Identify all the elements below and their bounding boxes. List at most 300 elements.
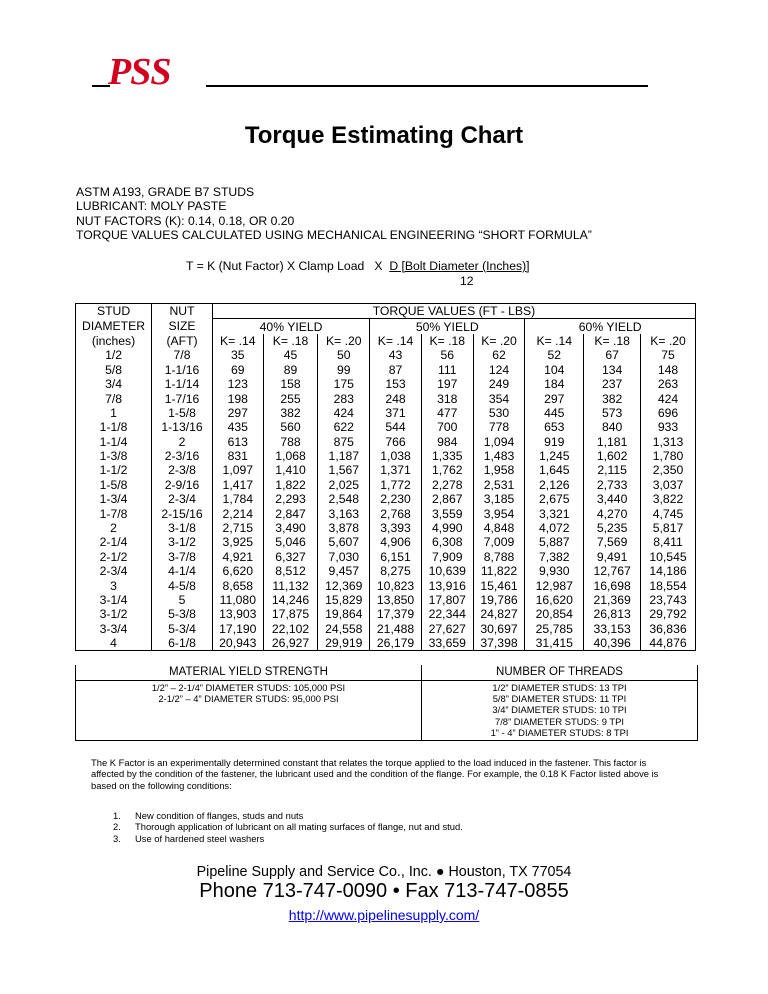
table-row: [76, 377, 696, 391]
torque-value-cell: 696: [641, 406, 696, 420]
torque-value-cell: 29,792: [641, 607, 696, 621]
torque-value-cell: 17,379: [370, 607, 422, 621]
nut-header: NUT: [152, 304, 213, 319]
logo-rule-right: [206, 85, 648, 87]
stud-diameter-cell: 1-3/8: [76, 449, 152, 463]
k-header: K= .18: [584, 334, 641, 348]
torque-value-cell: 3,163: [318, 506, 370, 520]
torque-value-cell: 1,483: [473, 449, 525, 463]
torque-header: TORQUE VALUES (FT - LBS): [212, 304, 695, 319]
torque-value-cell: 36,836: [641, 622, 696, 636]
torque-value-cell: 25,785: [525, 622, 584, 636]
formula-numerator: D [Bolt Diameter (Inches)]: [389, 259, 530, 273]
stud-diameter-cell: 2-1/4: [76, 535, 152, 549]
torque-value-cell: 1,958: [473, 463, 525, 477]
torque-value-cell: 919: [525, 435, 584, 449]
torque-value-cell: 44,876: [641, 636, 696, 651]
torque-value-cell: 354: [473, 391, 525, 405]
torque-value-cell: 45: [263, 348, 318, 362]
torque-value-cell: 445: [525, 406, 584, 420]
torque-value-cell: 248: [370, 391, 422, 405]
threads-line: 1/2” DIAMETER STUDS: 13 TPI: [492, 682, 627, 693]
torque-value-cell: 3,440: [584, 492, 641, 506]
yield-group-header: 50% YIELD: [370, 319, 525, 334]
torque-value-cell: 15,461: [473, 578, 525, 592]
torque-value-cell: 2,715: [212, 521, 263, 535]
spec-line: TORQUE VALUES CALCULATED USING MECHANICAL ENGINEERING “SHORT FORMULA”: [76, 227, 592, 242]
k-header: K= .20: [641, 334, 696, 348]
torque-value-cell: 69: [212, 363, 263, 377]
torque-value-cell: 544: [370, 420, 422, 434]
torque-value-cell: 17,875: [263, 607, 318, 621]
torque-value-cell: 4,906: [370, 535, 422, 549]
torque-value-cell: 6,151: [370, 550, 422, 564]
torque-value-cell: 435: [212, 420, 263, 434]
torque-value-cell: 20,943: [212, 636, 263, 651]
torque-value-cell: 43: [370, 348, 422, 362]
torque-value-cell: 17,807: [421, 593, 473, 607]
torque-value-cell: 33,153: [584, 622, 641, 636]
torque-value-cell: 6,308: [421, 535, 473, 549]
torque-value-cell: 530: [473, 406, 525, 420]
torque-value-cell: 148: [641, 363, 696, 377]
stud-diameter-cell: 3-1/4: [76, 593, 152, 607]
torque-value-cell: 2,214: [212, 506, 263, 520]
torque-value-cell: 1,822: [263, 478, 318, 492]
spec-line: ASTM A193, GRADE B7 STUDS: [76, 185, 255, 199]
stud-header: STUD: [76, 304, 152, 319]
stud-diameter-cell: 1: [76, 406, 152, 420]
torque-value-cell: 37,398: [473, 636, 525, 651]
torque-value-cell: 11,822: [473, 564, 525, 578]
torque-table: [75, 303, 696, 651]
torque-value-cell: 2,025: [318, 478, 370, 492]
conditions-list: [113, 810, 463, 844]
table-row: [76, 435, 696, 449]
torque-value-cell: 13,916: [421, 578, 473, 592]
website-link[interactable]: http://www.pipelinesupply.com/: [288, 907, 480, 923]
nut-size-cell: 4-1/4: [152, 564, 213, 578]
nut-size-cell: 3-1/8: [152, 521, 213, 535]
k-header: K= .18: [263, 334, 318, 348]
threads-header: NUMBER OF THREADS: [496, 666, 623, 678]
torque-value-cell: 2,733: [584, 478, 641, 492]
yield-group-header: 40% YIELD: [212, 319, 369, 334]
torque-value-cell: 26,927: [263, 636, 318, 651]
torque-value-cell: 22,344: [421, 607, 473, 621]
torque-value-cell: 67: [584, 348, 641, 362]
torque-value-cell: 2,126: [525, 478, 584, 492]
stud-diameter-cell: 7/8: [76, 391, 152, 405]
torque-value-cell: 3,822: [641, 492, 696, 506]
stud-diameter-cell: 5/8: [76, 363, 152, 377]
stud-diameter-cell: 3/4: [76, 377, 152, 391]
torque-value-cell: 1,780: [641, 449, 696, 463]
table-row: [76, 463, 696, 477]
k-header: K= .20: [473, 334, 525, 348]
nut-size-cell: 3-1/2: [152, 535, 213, 549]
formula: [186, 259, 530, 273]
torque-value-cell: 653: [525, 420, 584, 434]
table-row: [76, 578, 696, 592]
torque-value-cell: 29,919: [318, 636, 370, 651]
nut-size-cell: 6-1/8: [152, 636, 213, 651]
nut-size-cell: 1-13/16: [152, 420, 213, 434]
torque-value-cell: 8,275: [370, 564, 422, 578]
spec-line: NUT FACTORS (K): 0.14, 0.18, OR 0.20: [76, 213, 295, 228]
threads-line: 3/4” DIAMETER STUDS: 10 TPI: [492, 704, 627, 716]
table-row: [76, 348, 696, 362]
nut-size-cell: 5: [152, 593, 213, 607]
torque-value-cell: 24,827: [473, 607, 525, 621]
torque-value-cell: 5,887: [525, 535, 584, 549]
torque-value-cell: 56: [421, 348, 473, 362]
torque-value-cell: 197: [421, 377, 473, 391]
torque-value-cell: 8,411: [641, 535, 696, 549]
table-row: [76, 492, 696, 506]
torque-value-cell: 1,038: [370, 449, 422, 463]
nut-size-cell: 3-7/8: [152, 550, 213, 564]
torque-value-cell: 16,698: [584, 578, 641, 592]
nut-size-cell: 2: [152, 435, 213, 449]
torque-value-cell: 12,987: [525, 578, 584, 592]
torque-value-cell: 3,559: [421, 506, 473, 520]
stud-diameter-cell: 2: [76, 521, 152, 535]
torque-value-cell: 52: [525, 348, 584, 362]
torque-value-cell: 984: [421, 435, 473, 449]
torque-value-cell: 2,278: [421, 478, 473, 492]
phone-fax-line: Phone 713-747-0090 • Fax 713-747-0855: [199, 880, 569, 902]
nut-size-cell: 5-3/4: [152, 622, 213, 636]
yield-group-header: 60% YIELD: [525, 319, 696, 334]
torque-value-cell: 1,410: [263, 463, 318, 477]
torque-value-cell: 1,094: [473, 435, 525, 449]
torque-value-cell: 4,921: [212, 550, 263, 564]
page-title: Torque Estimating Chart: [244, 122, 524, 149]
k-header: K= .14: [370, 334, 422, 348]
table-row: [76, 391, 696, 405]
torque-value-cell: 297: [212, 406, 263, 420]
torque-value-cell: 8,788: [473, 550, 525, 564]
torque-value-cell: 6,620: [212, 564, 263, 578]
torque-value-cell: 10,545: [641, 550, 696, 564]
torque-value-cell: 23,743: [641, 593, 696, 607]
torque-value-cell: 3,490: [263, 521, 318, 535]
torque-value-cell: 3,037: [641, 478, 696, 492]
torque-value-cell: 7,382: [525, 550, 584, 564]
torque-value-cell: 788: [263, 435, 318, 449]
torque-value-cell: 11,080: [212, 593, 263, 607]
torque-value-cell: 5,046: [263, 535, 318, 549]
torque-value-cell: 3,954: [473, 506, 525, 520]
torque-value-cell: 371: [370, 406, 422, 420]
torque-value-cell: 1,762: [421, 463, 473, 477]
nut-size-cell: 1-5/8: [152, 406, 213, 420]
formula-prefix: T = K (Nut Factor) X Clamp Load X: [186, 259, 390, 273]
threads-line: 7/8” DIAMETER STUDS: 9 TPI: [494, 715, 625, 727]
nut-size-cell: 2-3/16: [152, 449, 213, 463]
torque-value-cell: 19,786: [473, 593, 525, 607]
torque-value-cell: 14,186: [641, 564, 696, 578]
logo-text: PSS: [108, 51, 171, 93]
torque-value-cell: 1,772: [370, 478, 422, 492]
torque-value-cell: 9,491: [584, 550, 641, 564]
table-row: [76, 550, 696, 564]
torque-value-cell: 7,909: [421, 550, 473, 564]
torque-value-cell: 3,878: [318, 521, 370, 535]
torque-value-cell: 3,321: [525, 506, 584, 520]
torque-value-cell: 2,847: [263, 506, 318, 520]
material-yield-header: MATERIAL YIELD STRENGTH: [169, 666, 328, 678]
torque-value-cell: 3,393: [370, 521, 422, 535]
table-row: [76, 506, 696, 520]
k-header: K= .14: [212, 334, 263, 348]
torque-value-cell: 22,102: [263, 622, 318, 636]
threads-list: [422, 682, 697, 738]
torque-value-cell: 6,327: [263, 550, 318, 564]
torque-value-cell: 3,925: [212, 535, 263, 549]
nut-header: (AFT): [152, 334, 213, 348]
k-header: K= .18: [421, 334, 473, 348]
torque-value-cell: 2,531: [473, 478, 525, 492]
torque-value-cell: 3,185: [473, 492, 525, 506]
torque-value-cell: 1,245: [525, 449, 584, 463]
torque-value-cell: 1,187: [318, 449, 370, 463]
stud-diameter-cell: 1-1/4: [76, 435, 152, 449]
k-header: K= .14: [525, 334, 584, 348]
torque-value-cell: 99: [318, 363, 370, 377]
torque-value-cell: 123: [212, 377, 263, 391]
stud-diameter-cell: 1-5/8: [76, 478, 152, 492]
torque-value-cell: 26,179: [370, 636, 422, 651]
torque-value-cell: 16,620: [525, 593, 584, 607]
torque-value-cell: 477: [421, 406, 473, 420]
material-yield-list: [76, 682, 421, 704]
formula-denominator: 12: [460, 274, 474, 288]
torque-value-cell: 12,767: [584, 564, 641, 578]
torque-value-cell: 8,512: [263, 564, 318, 578]
torque-value-cell: 700: [421, 420, 473, 434]
torque-value-cell: 766: [370, 435, 422, 449]
torque-value-cell: 4,270: [584, 506, 641, 520]
torque-value-cell: 21,369: [584, 593, 641, 607]
torque-value-cell: 1,784: [212, 492, 263, 506]
nut-header: SIZE: [152, 319, 213, 334]
stud-diameter-cell: 1-3/4: [76, 492, 152, 506]
torque-value-cell: 17,190: [212, 622, 263, 636]
condition-item: 1. New condition of flanges, studs and nuts: [113, 810, 304, 821]
torque-value-cell: 50: [318, 348, 370, 362]
torque-value-cell: 4,745: [641, 506, 696, 520]
material-yield-line: 1/2” – 2-1/4” DIAMETER STUDS: 105,000 PSI: [151, 682, 346, 693]
table-row: [76, 607, 696, 621]
torque-value-cell: 1,181: [584, 435, 641, 449]
torque-value-cell: 933: [641, 420, 696, 434]
material-yield-line: 2-1/2” – 4” DIAMETER STUDS: 95,000 PSI: [158, 693, 339, 705]
table-row: [76, 622, 696, 636]
torque-value-cell: 1,068: [263, 449, 318, 463]
torque-value-cell: 263: [641, 377, 696, 391]
table-row: [76, 593, 696, 607]
k-factor-paragraph: The K Factor is an experimentally determined constant that relates the torque applied to the load induced in the fastener. This factor is affected by the condition of the fastener, the lubricant used and the condition of the flange. For example, the 0.18 K Factor listed above is based on the following conditions:: [91, 757, 659, 791]
torque-value-cell: 15,829: [318, 593, 370, 607]
stud-diameter-cell: 4: [76, 636, 152, 651]
torque-value-cell: 30,697: [473, 622, 525, 636]
torque-value-cell: 7,030: [318, 550, 370, 564]
torque-value-cell: 424: [641, 391, 696, 405]
torque-value-cell: 27,627: [421, 622, 473, 636]
torque-value-cell: 12,369: [318, 578, 370, 592]
torque-value-cell: 40,396: [584, 636, 641, 651]
torque-value-cell: 26,813: [584, 607, 641, 621]
table-row: [76, 406, 696, 420]
torque-value-cell: 184: [525, 377, 584, 391]
torque-value-cell: 11,132: [263, 578, 318, 592]
torque-value-cell: 573: [584, 406, 641, 420]
table-row: [76, 420, 696, 434]
torque-value-cell: 237: [584, 377, 641, 391]
torque-value-cell: 613: [212, 435, 263, 449]
torque-value-cell: 1,645: [525, 463, 584, 477]
torque-value-cell: 622: [318, 420, 370, 434]
torque-value-cell: 1,602: [584, 449, 641, 463]
table-row: [76, 535, 696, 549]
nut-size-cell: 5-3/8: [152, 607, 213, 621]
condition-item: 3. Use of hardened steel washers: [113, 832, 265, 844]
table-row: [76, 449, 696, 463]
torque-value-cell: 4,072: [525, 521, 584, 535]
torque-value-cell: 198: [212, 391, 263, 405]
torque-value-cell: 831: [212, 449, 263, 463]
stud-diameter-cell: 1-1/2: [76, 463, 152, 477]
torque-value-cell: 2,768: [370, 506, 422, 520]
pss-logo: [92, 52, 648, 92]
torque-value-cell: 1,097: [212, 463, 263, 477]
table-row: [76, 636, 696, 651]
torque-value-cell: 424: [318, 406, 370, 420]
torque-value-cell: 158: [263, 377, 318, 391]
torque-value-cell: 4,848: [473, 521, 525, 535]
torque-value-cell: 382: [263, 406, 318, 420]
torque-value-cell: 5,607: [318, 535, 370, 549]
torque-value-cell: 2,350: [641, 463, 696, 477]
torque-value-cell: 124: [473, 363, 525, 377]
torque-value-cell: 2,867: [421, 492, 473, 506]
torque-value-cell: 5,817: [641, 521, 696, 535]
nut-size-cell: 2-9/16: [152, 478, 213, 492]
condition-item: 2. Thorough application of lubricant on all mating surfaces of flange, nut and stud.: [113, 821, 463, 833]
company-line: Pipeline Supply and Service Co., Inc. ● Houston, TX 77054: [196, 864, 572, 880]
torque-value-cell: 62: [473, 348, 525, 362]
torque-value-cell: 111: [421, 363, 473, 377]
nut-size-cell: 1-1/14: [152, 377, 213, 391]
torque-value-cell: 134: [584, 363, 641, 377]
torque-value-cell: 104: [525, 363, 584, 377]
threads-line: 1” - 4” DIAMETER STUDS: 8 TPI: [490, 726, 629, 738]
stud-diameter-cell: 1/2: [76, 348, 152, 362]
torque-value-cell: 175: [318, 377, 370, 391]
nut-size-cell: 2-15/16: [152, 506, 213, 520]
torque-value-cell: 249: [473, 377, 525, 391]
torque-value-cell: 560: [263, 420, 318, 434]
torque-value-cell: 10,823: [370, 578, 422, 592]
torque-value-cell: 33,659: [421, 636, 473, 651]
stud-diameter-cell: 3-1/2: [76, 607, 152, 621]
torque-value-cell: 24,558: [318, 622, 370, 636]
torque-value-cell: 875: [318, 435, 370, 449]
torque-value-cell: 297: [525, 391, 584, 405]
torque-value-cell: 778: [473, 420, 525, 434]
torque-value-cell: 255: [263, 391, 318, 405]
nut-size-cell: 1-7/16: [152, 391, 213, 405]
torque-value-cell: 2,115: [584, 463, 641, 477]
stud-diameter-cell: 1-7/8: [76, 506, 152, 520]
torque-value-cell: 9,930: [525, 564, 584, 578]
torque-value-cell: 4,990: [421, 521, 473, 535]
torque-value-cell: 318: [421, 391, 473, 405]
torque-value-cell: 35: [212, 348, 263, 362]
torque-value-cell: 75: [641, 348, 696, 362]
nut-size-cell: 2-3/4: [152, 492, 213, 506]
torque-value-cell: 283: [318, 391, 370, 405]
torque-value-cell: 1,335: [421, 449, 473, 463]
stud-diameter-cell: 3: [76, 578, 152, 592]
stud-diameter-cell: 1-1/8: [76, 420, 152, 434]
footer-rule: [76, 680, 697, 681]
torque-value-cell: 87: [370, 363, 422, 377]
torque-value-cell: 2,230: [370, 492, 422, 506]
spec-block: [76, 185, 592, 242]
torque-value-cell: 18,554: [641, 578, 696, 592]
nut-size-cell: 4-5/8: [152, 578, 213, 592]
stud-diameter-cell: 2-3/4: [76, 564, 152, 578]
spec-line: LUBRICANT: MOLY PASTE: [76, 199, 227, 214]
torque-value-cell: 19,864: [318, 607, 370, 621]
torque-value-cell: 153: [370, 377, 422, 391]
nut-size-cell: 7/8: [152, 348, 213, 362]
torque-value-cell: 13,850: [370, 593, 422, 607]
torque-value-cell: 1,417: [212, 478, 263, 492]
torque-value-cell: 1,567: [318, 463, 370, 477]
torque-value-cell: 21,488: [370, 622, 422, 636]
torque-value-cell: 20,854: [525, 607, 584, 621]
torque-value-cell: 1,313: [641, 435, 696, 449]
table-footer: [75, 665, 698, 741]
torque-value-cell: 7,569: [584, 535, 641, 549]
torque-value-cell: 1,371: [370, 463, 422, 477]
torque-value-cell: 13,903: [212, 607, 263, 621]
torque-value-cell: 14,246: [263, 593, 318, 607]
table-row: [76, 478, 696, 492]
torque-value-cell: 89: [263, 363, 318, 377]
stud-header: (inches): [76, 334, 152, 348]
nut-size-cell: 2-3/8: [152, 463, 213, 477]
torque-value-cell: 9,457: [318, 564, 370, 578]
torque-value-cell: 31,415: [525, 636, 584, 651]
torque-value-cell: 2,548: [318, 492, 370, 506]
threads-line: 5/8” DIAMETER STUDS: 11 TPI: [492, 693, 627, 705]
torque-value-cell: 8,658: [212, 578, 263, 592]
stud-diameter-cell: 3-3/4: [76, 622, 152, 636]
torque-value-cell: 7,009: [473, 535, 525, 549]
torque-value-cell: 2,293: [263, 492, 318, 506]
stud-header: DIAMETER: [76, 319, 152, 334]
torque-value-cell: 2,675: [525, 492, 584, 506]
stud-diameter-cell: 2-1/2: [76, 550, 152, 564]
torque-value-cell: 10,639: [421, 564, 473, 578]
torque-value-cell: 5,235: [584, 521, 641, 535]
torque-value-cell: 382: [584, 391, 641, 405]
